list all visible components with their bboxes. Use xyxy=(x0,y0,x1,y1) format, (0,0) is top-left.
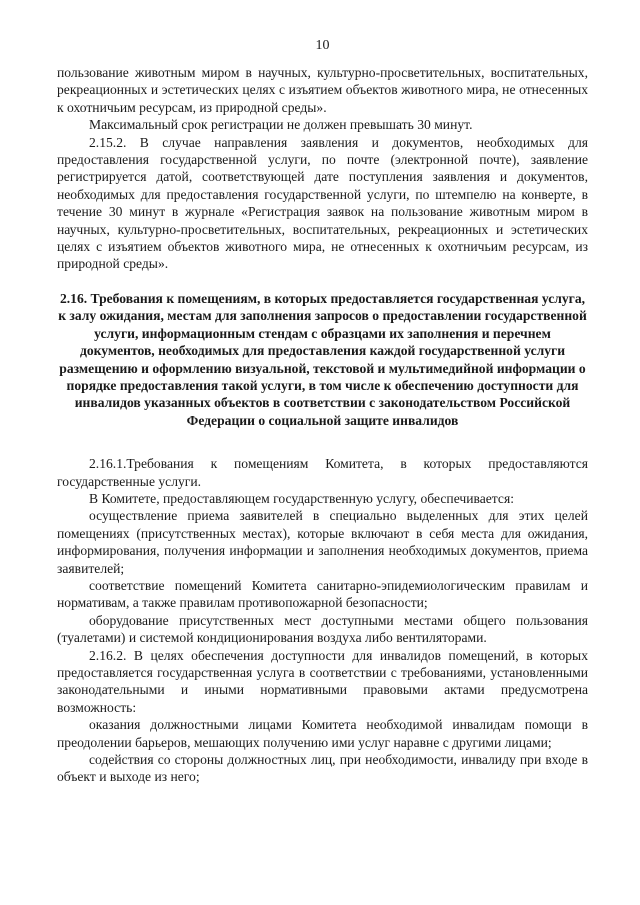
paragraph-continuation: пользование животным миром в научных, культурно-просветительных, воспитательных, рекреационных и эстетических целях с изъятием объектов животного мира, не отнесенных к охотничьим ресурсам, из природной среды». xyxy=(57,65,588,115)
paragraph-max-registration-time: Максимальный срок регистрации не должен превышать 30 минут. xyxy=(89,117,473,133)
paragraph-reception-premises: осуществление приема заявителей в специально выделенных для этих целей помещениях (присутственных местах), которые включают в себя места для ожидания, информирования, получения информации и заполнения необходимых документов, приема заявителей; xyxy=(57,508,588,576)
paragraph-committee-provides: В Комитете, предоставляющем государственную услугу, обеспечивается: xyxy=(89,490,514,506)
section-heading-2-16: 2.16. Требования к помещениям, в которых предоставляется государственная услуга, к залу ожидания, местам для заполнения запросов о предоставлении государственной услуги, информационным стендам с образцами их заполнения и перечнем документов, необходимых для предоставления каждой государственной услуги размещению и оформлению визуальной, текстовой и мультимедийной информации о порядке предоставления такой услуги, в том числе к обеспечению доступности для инвалидов указанных объектов в соответствии с законодательством Российской Федерации о социальной защите инвалидов xyxy=(58,290,587,428)
document-page xyxy=(57,38,588,786)
paragraph-2-16-2: 2.16.2. В целях обеспечения доступности для инвалидов помещений, в которых предоставляется государственная услуга в соответствии с требованиями, установленными законодательными и иными нормативными правовыми актами предусмотрена возможность: xyxy=(57,647,588,715)
paragraph-entry-exit-help: содействия со стороны должностных лиц, при необходимости, инвалиду при входе в объект и выходе из него; xyxy=(57,752,588,785)
paragraph-2-15-2: 2.15.2. В случае направления заявления и документов, необходимых для предоставления государственной услуги, по почте (электронной почте), заявление регистрируется датой, соответствующей дате поступления заявления и документов, необходимых для предоставления государственной услуги, по штемпелю на конверте, в течение 30 минут в журнале «Регистрация заявок на пользование животным миром в научных, культурно-просветительных, воспитательных, рекреационных и эстетических целях с изъятием объектов животного мира, не отнесенных к охотничьим ресурсам, из природной среды». xyxy=(57,134,588,272)
paragraph-assistance: оказания должностными лицами Комитета необходимой инвалидам помощи в преодолении барьеров, мешающих получению ими услуг наравне с другими лицами; xyxy=(57,717,588,750)
paragraph-equipment: оборудование присутственных мест доступными местами общего пользования (туалетами) и системой кондиционирования воздуха либо вентиляторами. xyxy=(57,612,588,646)
page-number: 10 xyxy=(315,38,330,53)
paragraph-2-16-1: 2.16.1.Требования к помещениям Комитета, в которых предоставляются государственные услуги. xyxy=(57,456,588,489)
paragraph-sanitary-compliance: соответствие помещений Комитета санитарно-эпидемиологическим правилам и нормативам, а также правилам противопожарной безопасности; xyxy=(57,577,588,611)
